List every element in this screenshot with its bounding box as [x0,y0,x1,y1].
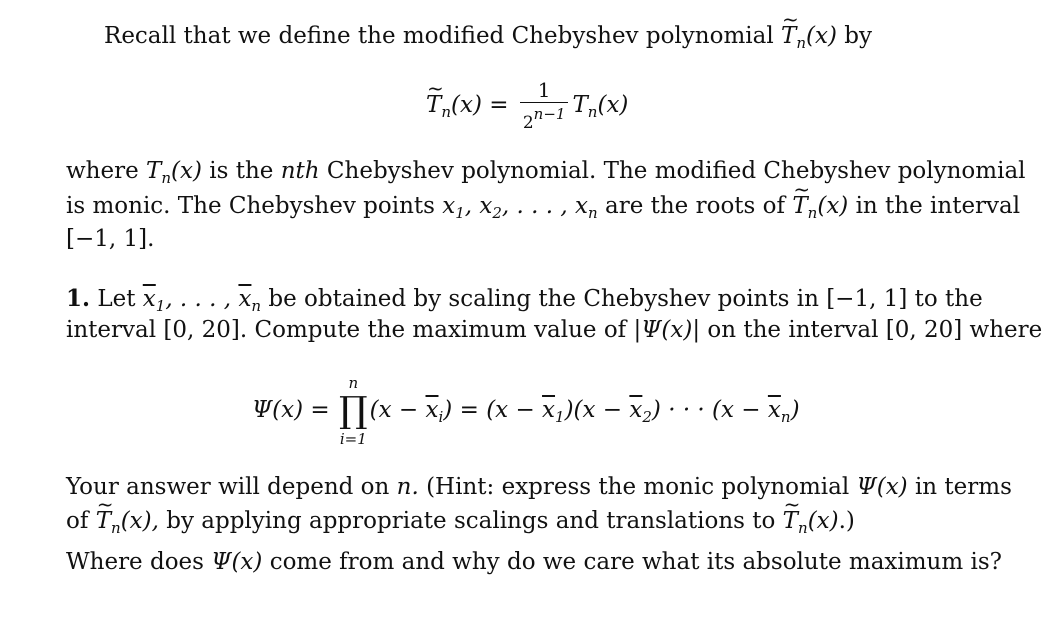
where-line: where $T_n(x)$ is the nth Chebyshev polynomial. The modified Chebyshev polynomial [66,158,1026,187]
equation-modified-chebyshev: ~ $T_n(x)$ = $\frac{1}{2n-1}$ $T_n(x)$ [426,78,628,135]
fraction: $\frac{1}{2n-1}$ [520,78,569,134]
hint-line-2: of ~ $T_n(x)$, by applying appropriate scalings and translations to ~ $T_n(x)$.) [66,507,855,542]
problem-number: 1. [66,285,91,312]
product-symbol: n ∏ i=1 [339,374,368,448]
hint-line-1: Your answer will depend on n. (Hint: express the monic polynomial Ψ(x) in terms [66,474,1012,500]
intro-by: by [844,23,872,49]
interval-line: [−1, 1]. [66,226,155,252]
intro-line [104,22,872,57]
problem-line-2: interval [0, 20]. Compute the maximum value of |Ψ(x)| on the interval [0, 20] where [66,317,1042,343]
monic-line: is monic. The Chebyshev points $x_1$, $x_2$, . . . , $x_n$ are the roots of ~ $T_n(x)$ in the interval [66,192,1020,227]
tn-tilde-symbol: ~ $T_n(x)$ [781,23,837,49]
equation-psi-product: Ψ(x) = n ∏ i=1 $(x - \overline{x}_i) = (x - \overline{x}_1)(x - \overline{x}_2)$ · · · $(x - \overline{x}_n)$ [252,374,800,448]
intro-text: Recall that we define the modified Chebyshev polynomial [104,23,774,49]
problem-line-1: 1. Let $\overline{x}_1$, . . . , $\overline{x}_n$ be obtained by scaling the Chebyshev points in [−1, 1] to the [66,285,983,315]
question-line: Where does Ψ(x) come from and why do we care what its absolute maximum is? [66,549,1002,575]
